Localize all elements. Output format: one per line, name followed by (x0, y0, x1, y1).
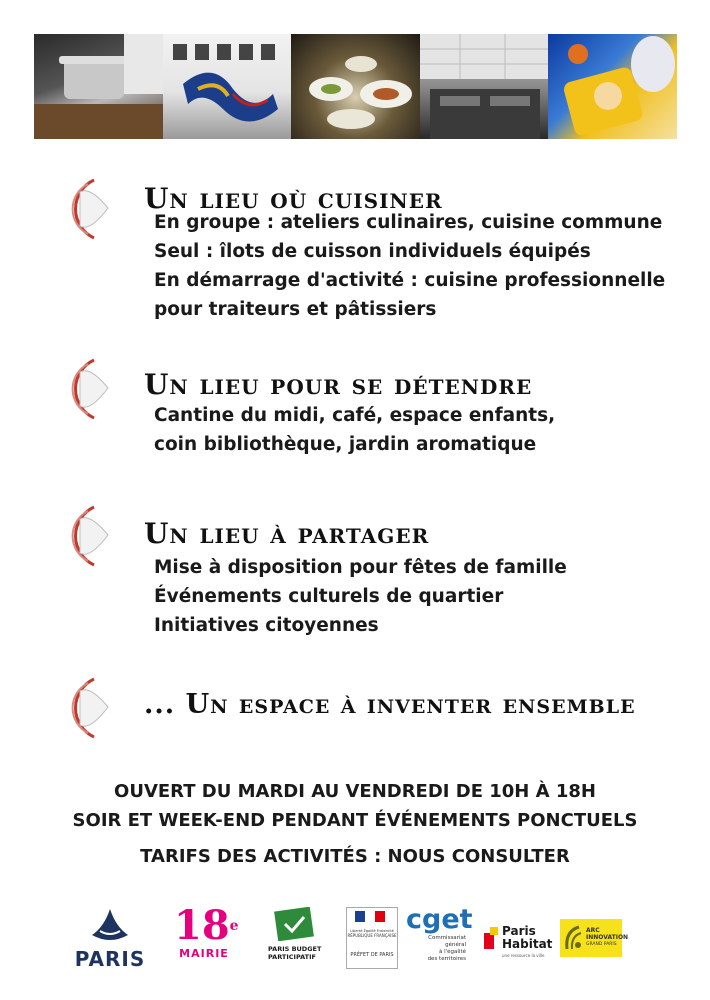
cget-line: général (445, 942, 466, 948)
plate-bullet-icon (60, 178, 112, 240)
arc-innovation-logo (560, 919, 629, 957)
marianne-flag-icon (347, 908, 395, 924)
arc-line2: INNOVATION (586, 934, 629, 941)
section-line: Cantine du midi, café, espace enfants, (154, 405, 556, 426)
opening-hours: OUVERT DU MARDI AU VENDREDI DE 10H À 18H (114, 781, 596, 802)
section-line: En démarrage d'activité : cuisine professionnelle (154, 270, 666, 291)
section-line: pour traiteurs et pâtissiers (154, 299, 437, 320)
section-line: coin bibliothèque, jardin aromatique (154, 434, 537, 455)
cooking-pot-photo (34, 34, 163, 139)
event-hours: SOIR ET WEEK-END PENDANT ÉVÉNEMENTS PONCTUELS (72, 810, 638, 831)
cget-line: à l'égalité (438, 949, 466, 955)
arc-innovation-icon (563, 923, 585, 953)
arc-line3: GRAND PARIS (586, 942, 617, 947)
section-heading: ... Un espace à inventer ensemble (144, 689, 636, 720)
professional-kitchen-photo (420, 34, 549, 139)
mairie-label: MAIRIE (179, 947, 229, 960)
cget-subtitle (406, 935, 470, 963)
cget-line: des territoires (427, 956, 466, 962)
mairie-18-logo (174, 902, 239, 971)
budget-line1: PARIS BUDGET (268, 945, 322, 953)
budget-participatif-logo (268, 907, 320, 967)
section-lines (154, 208, 665, 324)
kitchen-art-photo (163, 34, 292, 139)
section-line: Seul : îlots de cuisson individuels équipés (154, 241, 591, 262)
partner-logos (70, 902, 640, 975)
habitat-tagline: une ressource la ville (502, 953, 545, 958)
arc-line1: ARC (586, 927, 600, 934)
section-heading: Un lieu où cuisiner (144, 182, 443, 215)
mairie-sup: e (229, 918, 239, 934)
habitat-line1: Paris (502, 924, 536, 938)
section-detendre (60, 358, 680, 468)
prefet-paris-logo (346, 907, 398, 969)
tarifs-note: TARIFS DES ACTIVITÉS : NOUS CONSULTER (140, 846, 570, 867)
budget-check-icon (268, 907, 320, 941)
children-cooking-photo (548, 34, 677, 139)
section-line: En groupe : ateliers culinaires, cuisine commune (154, 212, 663, 233)
plate-bullet-icon (60, 677, 112, 739)
section-heading: Un lieu à partager (144, 517, 430, 550)
section-line: Initiatives citoyennes (154, 615, 379, 636)
section-heading: Un lieu pour se détendre (144, 368, 533, 401)
paris-label: PARIS (74, 947, 146, 971)
budget-line2: PARTICIPATIF (268, 953, 316, 961)
paris-habitat-logo (484, 924, 553, 965)
section-cuisiner (60, 178, 680, 328)
cget-logo (406, 904, 473, 973)
paris-ship-icon (70, 905, 150, 945)
plate-bullet-icon (60, 505, 112, 567)
section-lines (154, 553, 567, 640)
mairie-number: 18 (174, 902, 230, 949)
food-plates-photo (291, 34, 420, 139)
prefet-label: PRÉFET DE PARIS (350, 952, 394, 958)
habitat-line2: Habitat (502, 937, 553, 951)
habitat-square-icon (484, 927, 500, 951)
prefet-republique: RÉPUBLIQUE FRANÇAISE (347, 933, 397, 938)
paris-logo (70, 905, 150, 971)
photo-banner (34, 34, 677, 139)
section-line: Événements culturels de quartier (154, 586, 504, 607)
plate-bullet-icon (60, 358, 112, 420)
cget-name: cget (406, 904, 473, 935)
section-line: Mise à disposition pour fêtes de famille (154, 557, 567, 578)
prefet-motto: Liberté Égalité Fraternité (350, 929, 394, 933)
cget-line: Commissariat (428, 935, 466, 941)
section-partager (60, 505, 680, 645)
section-inventer (60, 677, 680, 741)
section-lines (154, 401, 555, 459)
